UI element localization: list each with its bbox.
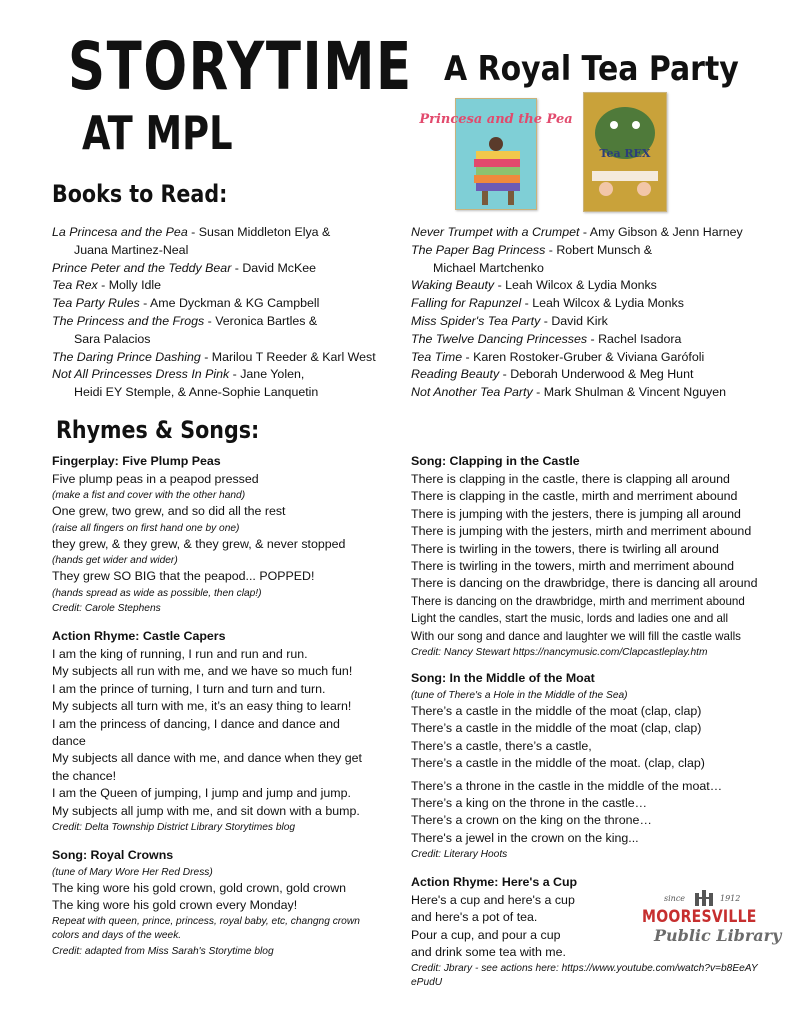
book-entry: [411, 295, 781, 313]
rhyme-line: I am the princess of dancing, I dance and dance and dance: [52, 716, 340, 749]
rhyme-heading: Fingerplay: Five Plump Peas: [52, 454, 221, 468]
princesa-cover-art: [419, 99, 573, 209]
rhyme-line: they grew, & they grew, & they grew, & never stopped: [52, 536, 346, 551]
song-line: There's a jewel in the crown on the king...: [411, 830, 639, 845]
rhyme-heading: Action Rhyme: Here's a Cup: [411, 875, 578, 889]
rhyme-line: Pour a cup, and pour a cup: [411, 927, 561, 942]
book-authors: - Amy Gibson & Jenn Harney: [579, 225, 743, 239]
book-authors-continued: Heidi EY Stemple, & Anne-Sophie Lanquetin: [74, 385, 319, 400]
book-authors: - Mark Shulman & Vincent Nguyen: [532, 385, 726, 400]
book-title: The Paper Bag Princess: [411, 242, 546, 257]
book-entry: [411, 366, 781, 384]
princesa-cover-title: Princesa and the Pea: [419, 112, 573, 127]
book-title: Reading Beauty: [411, 367, 500, 382]
book-title: Falling for Rapunzel: [411, 296, 522, 311]
book-authors: - Veronica Bartles &: [204, 313, 318, 328]
book-entry: [52, 224, 402, 242]
library-logo: [642, 890, 782, 952]
song-line: There’s a crown on the king on the throne…: [411, 813, 652, 828]
song-line: There is clapping in the castle, there is clapping all around: [411, 472, 730, 486]
logo-name: MOORESVILLE: [642, 907, 757, 926]
book-authors: - Marilou T Reeder & Karl West: [200, 349, 376, 364]
song-heading: Song: In the Middle of the Moat: [411, 671, 595, 685]
rhyme-five-plump-peas: [52, 453, 392, 616]
books-list-right: [411, 224, 781, 402]
book-authors: - Jane Yolen,: [229, 367, 305, 382]
song-line: There’s a castle, there’s a castle,: [411, 738, 592, 753]
book-title: The Daring Prince Dashing: [52, 349, 201, 364]
book-authors: - Susan Middleton Elya &: [187, 225, 331, 239]
song-line: There’s a throne in the castle in the middle of the moat…: [411, 778, 723, 793]
rhyme-castle-capers: [52, 628, 374, 835]
rhyme-credit: Credit: Jbrary - see actions here: https://www.youtube.com/watch?v=b8EeAYePudU: [411, 962, 758, 989]
library-building-icon: [694, 890, 714, 906]
books-list-left: [52, 224, 402, 402]
song-credit: Credit: adapted from Miss Sarah's Storytime blog: [52, 945, 274, 957]
book-entry: [411, 384, 781, 402]
book-title: Tea Rex: [52, 278, 98, 293]
song-line: There is jumping with the jesters, mirth and merriment abound: [411, 524, 752, 539]
logo-year: 1912: [720, 894, 741, 903]
rhyme-credit: Credit: Carole Stephens: [52, 602, 161, 614]
book-cover-princesa: [419, 98, 573, 210]
page-subtitle: AT MPL: [82, 106, 233, 160]
song-royal-crowns: [52, 847, 377, 959]
rhyme-line: They grew SO BIG that the peapod... POPPED!: [52, 569, 315, 584]
rhyme-credit: Credit: Delta Township District Library Storytimes blog: [52, 822, 296, 834]
song-line: There is jumping with the jesters, there is jumping all around: [411, 506, 741, 521]
book-title: Tea Time: [411, 349, 463, 364]
logo-since: since: [664, 894, 686, 903]
song-credit: Credit: Literary Hoots: [411, 849, 508, 861]
book-authors: - Rachel Isadora: [587, 331, 682, 346]
book-authors-continued: Michael Martchenko: [433, 260, 544, 275]
rhyme-line: Here's a cup and here's a cup: [411, 893, 575, 907]
song-heading: Song: Royal Crowns: [52, 848, 174, 862]
page-title: STORYTIME: [68, 28, 413, 105]
song-line: With our song and dance and laughter we will fill the castle walls: [411, 629, 741, 643]
rhyme-line: My subjects all turn with me, it’s an easy thing to learn!: [52, 699, 352, 714]
rhyme-note: (raise all fingers on first hand one by one): [52, 522, 240, 534]
book-entry: [52, 260, 402, 278]
book-title: Not Another Tea Party: [411, 385, 533, 400]
book-entry: [411, 242, 781, 260]
book-title: Never Trumpet with a Crumpet: [411, 225, 580, 239]
rhyme-line: I am the prince of turning, I turn and turn and turn.: [52, 681, 326, 696]
books-heading: Books to Read:: [52, 180, 228, 208]
book-title: Waking Beauty: [411, 278, 495, 293]
book-authors: - Karen Rostoker-Gruber & Viviana Garófoli: [462, 349, 705, 364]
book-authors: - Deborah Underwood & Meg Hunt: [499, 367, 694, 382]
book-authors: - Molly Idle: [97, 278, 162, 293]
book-entry: [52, 349, 402, 367]
song-line: There’s a king on the throne in the castle…: [411, 796, 648, 811]
rhyme-note: (make a fist and cover with the other hand): [52, 490, 246, 502]
rhyme-line: and here's a pot of tea.: [411, 910, 538, 925]
rhymes-heading: Rhymes & Songs:: [56, 416, 260, 444]
book-title: Prince Peter and the Teddy Bear: [52, 260, 232, 275]
rhyme-line: Five plump peas in a peapod pressed: [52, 472, 259, 486]
tea-rex-cover-title: Tea REX: [599, 147, 651, 160]
logo-since-row: [642, 890, 764, 908]
song-line: The king wore his gold crown, gold crown, gold crown: [52, 881, 347, 895]
book-title: The Twelve Dancing Princesses: [411, 331, 588, 346]
book-title: Miss Spider's Tea Party: [411, 313, 541, 328]
song-line: There is dancing on the drawbridge, mirth and merriment abound: [411, 594, 745, 608]
song-heading: Song: Clapping in the Castle: [411, 454, 580, 468]
rhyme-line: My subjects all jump with me, and sit down with a bump.: [52, 803, 360, 818]
rhyme-line: One grew, two grew, and so did all the rest: [52, 504, 286, 519]
rhyme-heading: Action Rhyme: Castle Capers: [52, 629, 226, 643]
book-authors: - Ame Dyckman & KG Campbell: [139, 296, 320, 311]
song-line: There’s a castle in the middle of the moat (clap, clap): [411, 721, 702, 736]
rhyme-note: (hands get wider and wider): [52, 555, 178, 567]
rhyme-line: I am the king of running, I run and run and run.: [52, 647, 308, 661]
theme-title: A Royal Tea Party: [444, 49, 739, 89]
song-line: There is dancing on the drawbridge, there is dancing all around: [411, 576, 758, 591]
song-line: There’s a castle in the middle of the moat (clap, clap): [411, 704, 702, 718]
rhyme-line: My subjects all dance with me, and dance when they get the chance!: [52, 751, 362, 783]
song-line: The king wore his gold crown every Monday!: [52, 898, 298, 913]
book-authors: - David Kirk: [540, 313, 608, 328]
tea-rex-cover-art: [584, 93, 666, 211]
rhyme-note: (hands spread as wide as possible, then clap!): [52, 587, 262, 599]
rhyme-line: My subjects all run with me, and we have so much fun!: [52, 664, 353, 679]
song-line: There is twirling in the towers, there is twirling all around: [411, 541, 719, 556]
song-line: There is clapping in the castle, mirth and merriment abound: [411, 489, 738, 504]
book-cover-tea-rex: [583, 92, 667, 212]
song-line: Light the candles, start the music, lords and ladies one and all: [411, 612, 729, 626]
book-entry: [411, 349, 781, 367]
book-entry: [52, 295, 402, 313]
song-credit: Credit: Nancy Stewart https://nancymusic.com/Clapcastleplay.htm: [411, 647, 708, 659]
book-entry: [52, 313, 402, 331]
song-tune: (tune of There's a Hole in the Middle of the Sea): [411, 690, 628, 701]
book-authors: - Leah Wilcox & Lydia Monks: [521, 296, 684, 311]
book-entry: [52, 366, 402, 384]
song-line: There is twirling in the towers, mirth and merriment abound: [411, 559, 734, 574]
book-entry: [411, 277, 781, 295]
rhyme-line: I am the Queen of jumping, I jump and jump and jump.: [52, 786, 351, 801]
book-entry: [411, 331, 781, 349]
book-authors: - David McKee: [231, 260, 317, 275]
book-authors-continued: Sara Palacios: [74, 331, 151, 346]
book-entry: [411, 313, 781, 331]
song-clapping-castle: [411, 453, 781, 660]
song-tune: (tune of Mary Wore Her Red Dress): [52, 867, 213, 878]
rhyme-line: and drink some tea with me.: [411, 945, 566, 960]
book-title: La Princesa and the Pea: [52, 225, 188, 239]
book-title: Tea Party Rules: [52, 296, 140, 311]
logo-subtitle: Public Library: [654, 926, 782, 945]
book-title: Not All Princesses Dress In Pink: [52, 367, 230, 382]
song-middle-moat: [411, 670, 781, 862]
book-title: The Princess and the Frogs: [52, 313, 205, 328]
song-line: There’s a castle in the middle of the moat. (clap, clap): [411, 756, 705, 771]
book-entry: [411, 224, 781, 242]
book-authors: - Robert Munsch &: [545, 242, 653, 257]
book-authors-continued: Juana Martinez-Neal: [74, 242, 189, 257]
song-note: Repeat with queen, prince, princess, royal baby, etc, changng crown colors and days of the week.: [52, 915, 360, 942]
book-authors: - Leah Wilcox & Lydia Monks: [494, 278, 657, 293]
book-entry: [52, 277, 402, 295]
